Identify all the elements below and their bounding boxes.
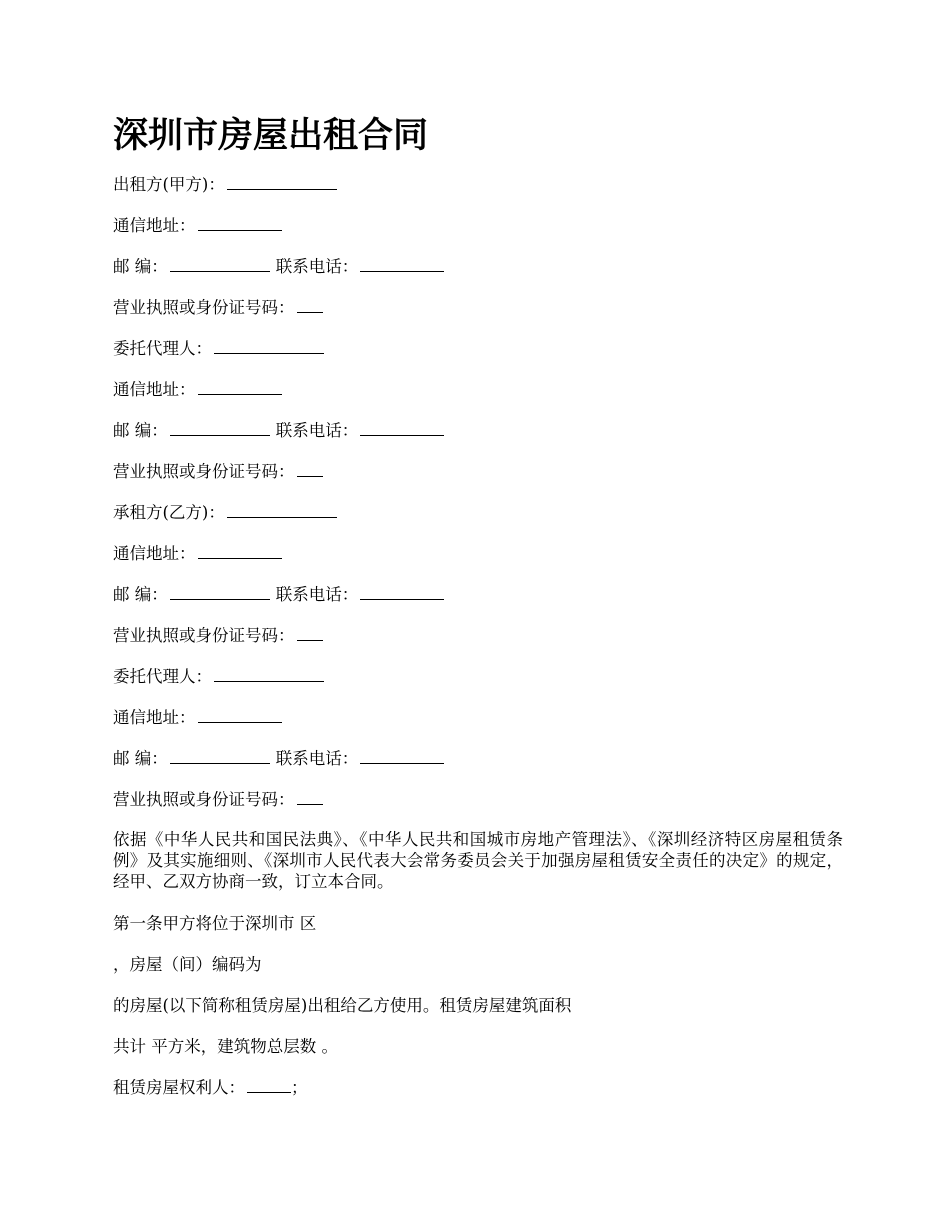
lessor-agent-contact-line (113, 419, 843, 443)
lessee-license-line (113, 624, 843, 648)
lessor-license-blank[interactable] (297, 297, 323, 313)
lessee-agent-phone-blank[interactable] (360, 748, 444, 764)
lessor-agent-postcode-blank[interactable] (170, 420, 270, 436)
lessor-address-blank[interactable] (198, 215, 282, 231)
lessee-phone-label: 联系电话： (275, 585, 359, 604)
lessee-blank[interactable] (227, 502, 337, 518)
lessee-agent-license-blank[interactable] (297, 789, 323, 805)
lessee-postcode-blank[interactable] (170, 584, 270, 600)
article1-line4: 共计 平方米，建筑物总层数 。 (113, 1037, 338, 1056)
lessee-agent-license-label: 营业执照或身份证号码： (113, 790, 295, 809)
lessee-address-label: 通信地址： (113, 544, 196, 563)
owner-suffix: ； (291, 1078, 308, 1097)
owner-line (113, 1076, 843, 1100)
article1-line1: 第一条甲方将位于深圳市 区 (113, 914, 317, 933)
contract-page (113, 112, 843, 1117)
page-title: 深圳市房屋出租合同 (113, 116, 429, 156)
lessor-contact-line (113, 255, 843, 279)
lessor-address-label: 通信地址： (113, 216, 196, 235)
lessee-agent-blank[interactable] (214, 666, 324, 682)
lessee-contact-line (113, 583, 843, 607)
lessee-agent-license-line (113, 788, 843, 812)
lessor-agent-address-blank[interactable] (198, 379, 282, 395)
article1-line3: 的房屋(以下简称租赁房屋)出租给乙方使用。租赁房屋建筑面积 (113, 996, 572, 1015)
owner-blank[interactable] (247, 1077, 291, 1093)
lessor-agent-license-blank[interactable] (297, 461, 323, 477)
lessee-license-label: 营业执照或身份证号码： (113, 626, 295, 645)
lessee-agent-address-label: 通信地址： (113, 708, 196, 727)
lessee-agent-address-line (113, 706, 843, 730)
lessor-agent-phone-label: 联系电话： (275, 421, 359, 440)
preamble-paragraph: 依据《中华人民共和国民法典》、《中华人民共和国城市房地产管理法》、《深圳经济特区房屋租赁条例》及其实施细则、《深圳市人民代表大会常务委员会关于加强房屋租赁安全责任的决定》的规定，经甲、乙双方协商一致，订立本合同。 (113, 830, 843, 891)
lessee-line (113, 501, 843, 525)
lessor-postcode-blank[interactable] (170, 256, 270, 272)
lessee-phone-blank[interactable] (360, 584, 444, 600)
lessor-blank[interactable] (227, 174, 337, 190)
lessee-agent-phone-label: 联系电话： (275, 749, 359, 768)
lessee-agent-label: 委托代理人： (113, 667, 212, 686)
lessor-agent-license-label: 营业执照或身份证号码： (113, 462, 295, 481)
lessee-agent-contact-line (113, 747, 843, 771)
lessor-agent-address-label: 通信地址： (113, 380, 196, 399)
lessor-agent-phone-blank[interactable] (360, 420, 444, 436)
lessor-agent-blank[interactable] (214, 338, 324, 354)
lessor-address-line (113, 214, 843, 238)
owner-label: 租赁房屋权利人： (113, 1078, 245, 1097)
article1-line2: ，房屋（间）编码为 (113, 955, 262, 974)
lessor-phone-label: 联系电话： (275, 257, 359, 276)
lessor-line (113, 173, 843, 197)
lessee-agent-postcode-blank[interactable] (170, 748, 270, 764)
lessor-agent-line (113, 337, 843, 361)
lessor-agent-license-line (113, 460, 843, 484)
lessee-address-blank[interactable] (198, 543, 282, 559)
lessor-agent-label: 委托代理人： (113, 339, 212, 358)
lessor-phone-blank[interactable] (360, 256, 444, 272)
lessor-agent-postcode-label: 邮 编： (113, 421, 168, 440)
lessor-postcode-label: 邮 编： (113, 257, 168, 276)
lessee-agent-postcode-label: 邮 编： (113, 749, 168, 768)
lessee-address-line (113, 542, 843, 566)
lessor-license-line (113, 296, 843, 320)
lessor-license-label: 营业执照或身份证号码： (113, 298, 295, 317)
lessor-agent-address-line (113, 378, 843, 402)
lessee-label: 承租方(乙方)： (113, 503, 225, 522)
lessee-agent-address-blank[interactable] (198, 707, 282, 723)
lessee-postcode-label: 邮 编： (113, 585, 168, 604)
lessee-license-blank[interactable] (297, 625, 323, 641)
lessee-agent-line (113, 665, 843, 689)
lessor-label: 出租方(甲方)： (113, 175, 225, 194)
